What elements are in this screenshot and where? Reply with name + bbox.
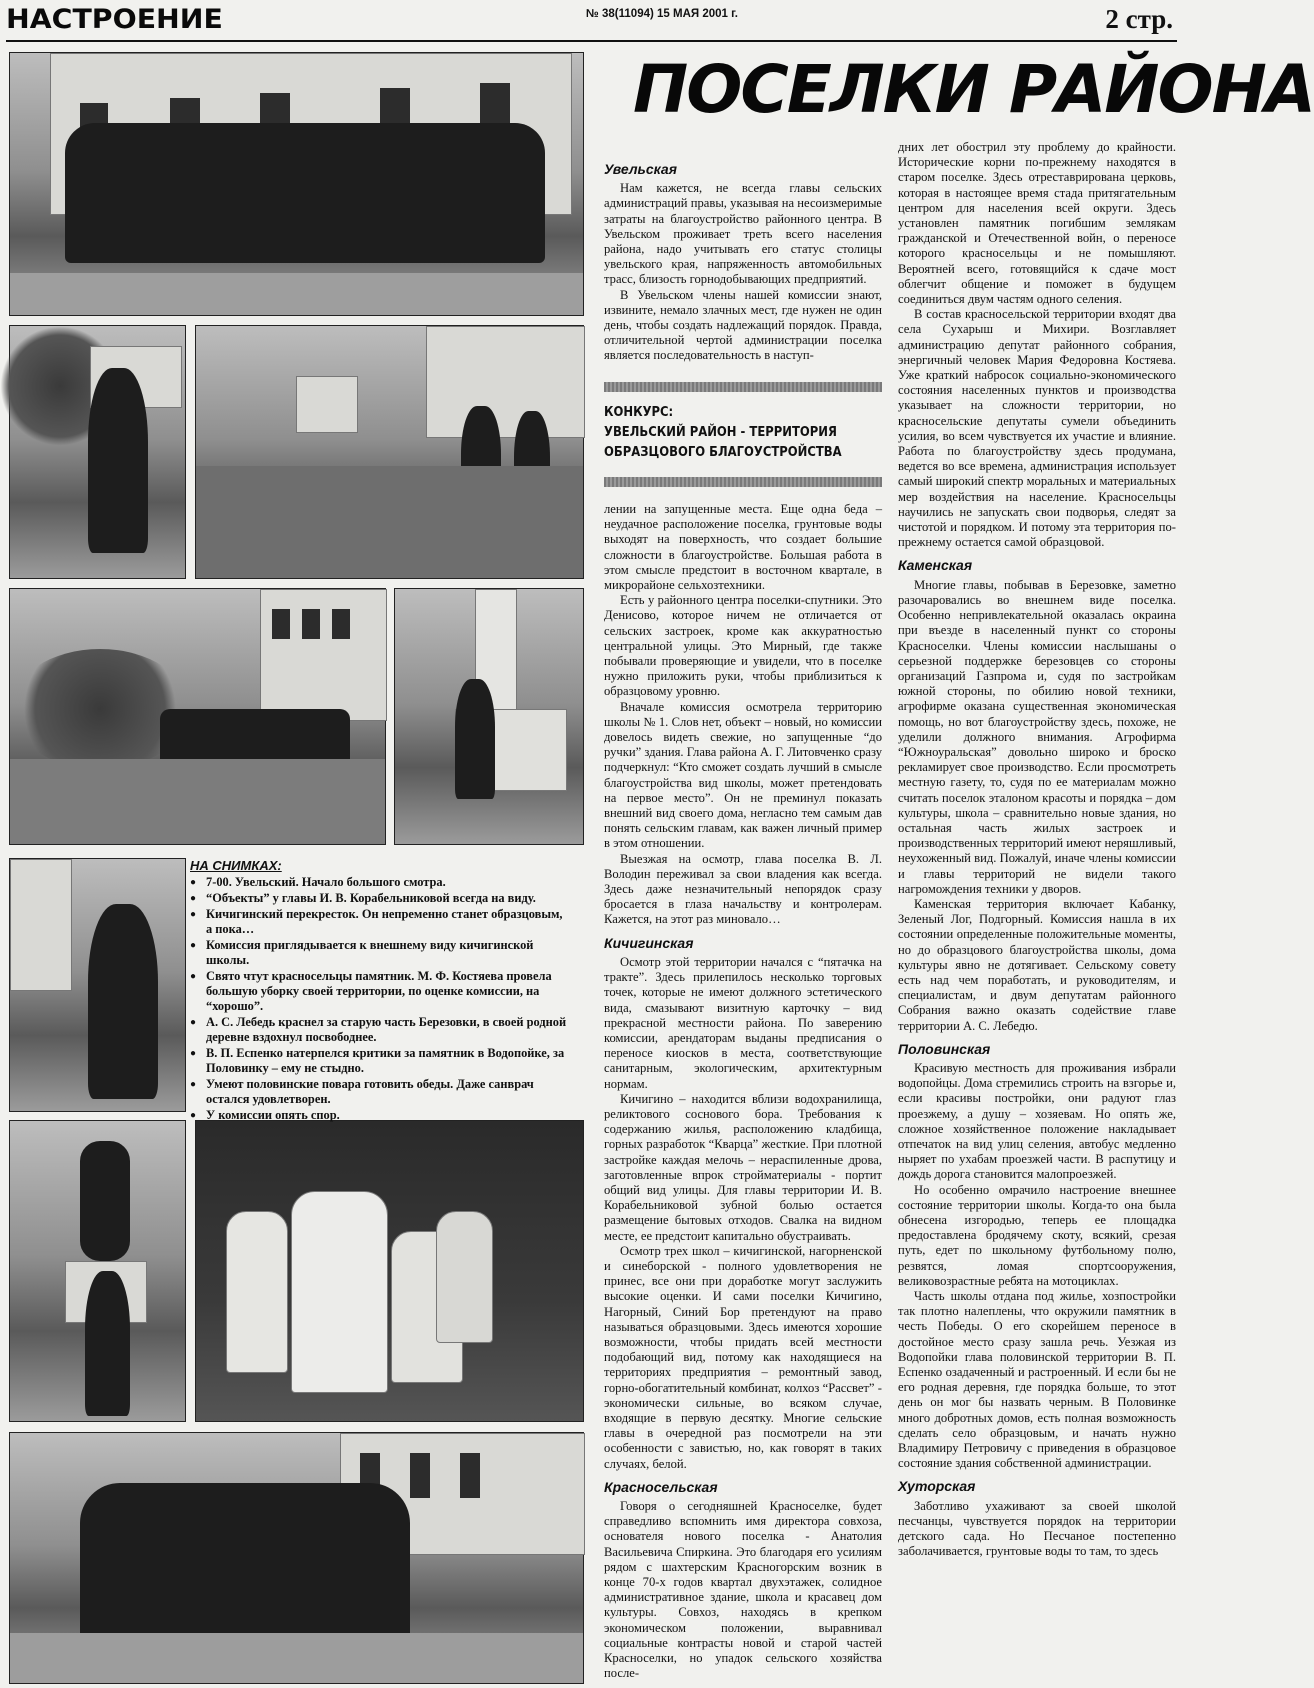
- photo-monument: [394, 588, 584, 845]
- header-rule: [6, 40, 1177, 42]
- photo-statue: [9, 1120, 186, 1422]
- section-heading-khutorskaya: Хуторская: [898, 1478, 976, 1495]
- paragraph: Каменская территория включает Кабанку, Зеленый Лог, Подгорный. Комиссия нашла в их состоянии определенные положительные моменты, но до образцового благоустройства школы, дома культуры явно не дотягивает. Сельскому совету есть над чем поработать, и руководителям, и специалистам, и двум депутатам районного Собрания важно оказать содействие главе территории А. С. Лебедю.: [898, 896, 1176, 1033]
- paragraph: Красивую местность для проживания избрали водопойцы. Дома стремились строить на взгорье и, если красивы постройки, они радуют глаз проезжему, а душу – хозяевам. Но опять же, сложное хозяйственное положение накладывает отпечаток на вид улиц селения, автобус медленно ныряет по ухабам проезжей части. В распутицу и дождь дорога становится малопроезжей.: [898, 1060, 1176, 1182]
- section-heading-polovinskaya: Половинская: [898, 1040, 991, 1057]
- paragraph: Но особенно омрачило настроение внешнее состояние территории школы. Когда-то она была обнесена изгородью, теперь ее площадка предоставлена бродячему скоту, всякий, срезая путь, едет по школьному футбольному полю, резвятся, ломая спортсооружения, великовозрастные ребята на мотоциклах.: [898, 1182, 1176, 1288]
- page-number: 2 стр.: [1105, 4, 1173, 34]
- caption-item: ● “Объекты” у главы И. В. Корабельниковой всегда на виду.: [190, 891, 570, 906]
- paragraph: дних лет обострил эту проблему до крайности. Исторические корни по-прежнему находятся в старом поселке. Здесь отреставрирована церковь, которая в настоящее время стада притягательным центром для населения всей округи. Здесь установлен памятник погибшим землякам гражданской и Отечественной войн, о переносе которого красносельцы и не помышляют. Вероятней всего, готовящийся к сдаче мост облегчит общение и поможет в будущем соединиться двум частям одного селения.: [898, 140, 1176, 307]
- caption-item: ● 7-00. Увельский. Начало большого смотра.: [190, 875, 570, 890]
- section-heading-krasnoselskaya: Красносельская: [604, 1478, 718, 1495]
- caption-item: ● У комиссии опять спор.: [190, 1108, 570, 1123]
- photo-woman: [9, 325, 186, 579]
- photo-group-start: [9, 52, 584, 316]
- caption-item: ● В. П. Еспенко натерпелся критики за памятник в Водопойке, за Половинку – ему не стыдно.: [190, 1046, 570, 1076]
- paragraph: Осмотр этой территории начался с “пятачка на тракте”. Здесь прилепилось несколько торговых точек, которые не имеют должного эстетического вида, смазывают визитную карточку – вид прекрасной местности района. По заверению комиссии, арендаторам выданы предписания о переносе киосков в места, соответствующие санитарным, экологическим, архитектурным нормам.: [604, 954, 882, 1091]
- section-heading-uvelskaya: Увельская: [604, 161, 677, 177]
- caption-item: ● Свято чтут красносельцы памятник. М. Ф. Костяева провела большую уборку своей территории, по оценке комиссии, на “хорошо”.: [190, 969, 570, 1014]
- photo-building-walk: [195, 325, 584, 579]
- paragraph: Многие главы, побывав в Березовке, заметно разочаровались во внешнем виде поселка. Особенно непривлекательной оказалась окраина при въезде в населенный пункт со стороны Красноселки. Члены комиссии наслышаны о серьезной поддержке березовцев со стороны организаций Газпрома и, судя по застройкам южной стороны, по обилию новой техники, агрофирме оказана существенная экономическая помощь, но вот благоустройству здесь, похоже, не уделили должного внимания. Агрофирма “Южноуральская” довольно широко и броско рекламирует свое производство. Если просмотреть местную газету, то, судя по ее материалам можно считать поселок эталоном красоты и порядка – дом культуры, школа – сравнительно новые здания, но остальная часть жилых застроек и производственных территорий имеют неряшливый, неухоженный вид. Пожалуй, иначе члены комиссии и главы территорий не видели такого нагромождения техники у дворов.: [898, 577, 1176, 896]
- promo-bar-bottom: [604, 477, 882, 487]
- caption-item: ● Умеют половинские повара готовить обеды. Даже санврач остался удовлетворен.: [190, 1077, 570, 1107]
- paragraph: В Увельском члены нашей комиссии знают, извините, немало злачных мест, где нужен не один день, чтобы создать надлежащий порядок. Правда, отличительной чертой администрации поселка является последовательность в наступ-: [604, 287, 882, 363]
- promo-line: КОНКУРС:: [604, 404, 674, 420]
- article-col1-mid: [604, 502, 882, 1681]
- photo-crossroad: [9, 588, 386, 845]
- captions-heading: НА СНИМКАХ:: [190, 858, 282, 873]
- paragraph: лении на запущенные места. Еще одна беда – неудачное расположение поселка, грунтовые воды выходят на поверхность, что создает большие сложности в благоустройстве. Большая работа в этом смысле предстоит в восточном квартале, в микрорайоне сельхозтехники.: [604, 502, 882, 593]
- photo-cooks: [195, 1120, 584, 1422]
- photo-man: [9, 858, 186, 1112]
- paragraph: Выезжая на осмотр, глава поселка В. Л. Володин переживал за свои владения как всегда. Здесь даже незначительный непорядок сразу бросается в глаза начальству и контролерам. Кажется, на этот раз миновало…: [604, 851, 882, 927]
- contest-promo: [604, 402, 845, 462]
- article-col1-top: [604, 154, 882, 364]
- caption-item: ● Кичигинский перекресток. Он непременно станет образцовым, а пока…: [190, 907, 570, 937]
- promo-bar-top: [604, 382, 882, 392]
- promo-line: УВЕЛЬСКИЙ РАЙОН - ТЕРРИТОРИЯ: [604, 424, 837, 440]
- paragraph: Нам кажется, не всегда главы сельских администраций правы, указывая на несоизмеримые затраты на благоустройство районного центра. В Увельском проживает треть всего населения района, надо учитывать его статус столицы увельского края, напряженность автомобильных трасс, близость горнодобывающих предприятий.: [604, 181, 882, 287]
- paragraph: В состав красносельской территории входят два села Сухарыш и Михири. Возглавляет администрацию депутат районного собрания, энергичный человек Мария Федоровна Костяева. Уже краткий набросок социально-экономического состояния населенных пунктов и производства указывает на сложности территории, но красносельские депутаты сумели объединить усилия, во всем чувствуется их участие и влияние. Работа по благоустройству здесь продумана, ведется во все времена, администрация использует самый широкий спектр моральных и материальных мер воздействия на население. Красносельцы научились не запускать свои подворья, следят за чистотой и порядком. И потому эта территория по-прежнему остается самой образцовой.: [898, 307, 1176, 550]
- section-title: НАСТРОЕНИЕ: [6, 4, 223, 35]
- paragraph: Заботливо ухаживают за своей школой песчанцы, чувствуется порядок на территории детского сада. Но Песчаное постепенно заболачивается, грунтовые воды то там, то здесь: [898, 1498, 1176, 1559]
- promo-line: ОБРАЗЦОВОГО БЛАГОУСТРОЙСТВА: [604, 444, 842, 460]
- headline: ПОСЕЛКИ РАЙОНА: [633, 51, 1314, 128]
- section-heading-kamenskaya: Каменская: [898, 557, 973, 574]
- paragraph: Часть школы отдана под жилье, хозпостройки так плотно налеплены, что окружили памятник в честь Победы. О его скорейшем переносе в достойное место сразу зашла речь. Уезжая из Водопойки глава половинской территории В. П. Еспенко озадаченный и растроенный. И если бы не его родная деревня, где порядка больше, то этот день он мог бы назвать черным. В Половинке много добротных домов, есть полная возможность сделать село образцовым, и начать нужно Владимиру Петровичу с приведения в образцовое состояние здания собственной администрации.: [898, 1289, 1176, 1471]
- paragraph: Кичигино – находится вблизи водохранилища, реликтового соснового бора. Требования к содержанию жилья, расположению кладбища, горных разработок “Кварца” жесткие. При плотной застройке каждая мелочь – нераспиленные дрова, заготовленные впрок стройматериалы - портит общий вид улицы. Для главы территории И. В. Корабельниковой зубной болью остается размещение бытовых отходов. Свалка на видном месте, ее предстоит капитально обустраивать.: [604, 1091, 882, 1243]
- article-col2: [898, 140, 1176, 1559]
- paragraph: Осмотр трех школ – кичигинской, нагорненской и синеборской - полного удовлетворения не принес, все они при доработке могут заслужить высокие оценки. И сами поселки Кичигино, Нагорный, Синий Бор претендуют на право называться образцовыми. Здесь имеются хорошие возможности, чтобы придать всей местности подобающий вид, потому как находящиеся на территориях предприятия – ремонтный завод, горно-обогатительный комбинат, колхоз “Рассвет” - экономически сильные, во всяком случае, входящие в первую десятку. Многие сельские главы в очередной раз посмотрели на эти особенности с завистью, но, как говорят в таких случаях, белой.: [604, 1243, 882, 1471]
- captions-list: [190, 875, 570, 1123]
- photo-dispute: [9, 1432, 584, 1684]
- paragraph: Есть у районного центра поселки-спутники. Это Денисово, которое ничем не отличается от сельских застроек, кроме как аккуратностью центральной улицы. Это Мирный, где также побывали проверяющие и увидели, что в поселке нужно приложить руки, чтобы приблизиться к образцовому уровню.: [604, 593, 882, 699]
- photo-captions: [190, 858, 570, 1124]
- caption-item: ● А. С. Лебедь краснел за старую часть Березовки, в своей родной деревне вздохнул посвободнее.: [190, 1015, 570, 1045]
- paragraph: Говоря о сегодняшней Красноселке, будет справедливо вспомнить имя директора совхоза, основателя нового поселка - Анатолия Васильевича Спиркина. Это благодаря его усилиям рядом с шахтерским Красногорским возник в конце 70-х годов квартал двухэтажек, солидное административное здание, школа и красавец дом культуры. Совхоз, находясь в крепком экономическом положении, выравнивал социальные контрасты новой и старой частей Красноселки, но упадок сельского хозяйства после-: [604, 1499, 882, 1681]
- issue-date: № 38(11094) 15 МАЯ 2001 г.: [586, 8, 738, 20]
- caption-item: ● Комиссия приглядывается к внешнему виду кичигинской школы.: [190, 938, 570, 968]
- section-heading-kichiginskaya: Кичигинская: [604, 934, 694, 951]
- paragraph: Вначале комиссия осмотрела территорию школы № 1. Слов нет, объект – новый, но комиссии довелось видеть свежие, но запущенные “до ручки” здания. Глава района А. Г. Литовченко сразу подчеркнул: “Кто сможет создать лучший в смысле благоустройства вид школы, может претендовать на первое место”. Он не преминул показать внешний вид своего дома, негласно тем самым дав понять сельским главам, как важен личный пример в этом отношении.: [604, 699, 882, 851]
